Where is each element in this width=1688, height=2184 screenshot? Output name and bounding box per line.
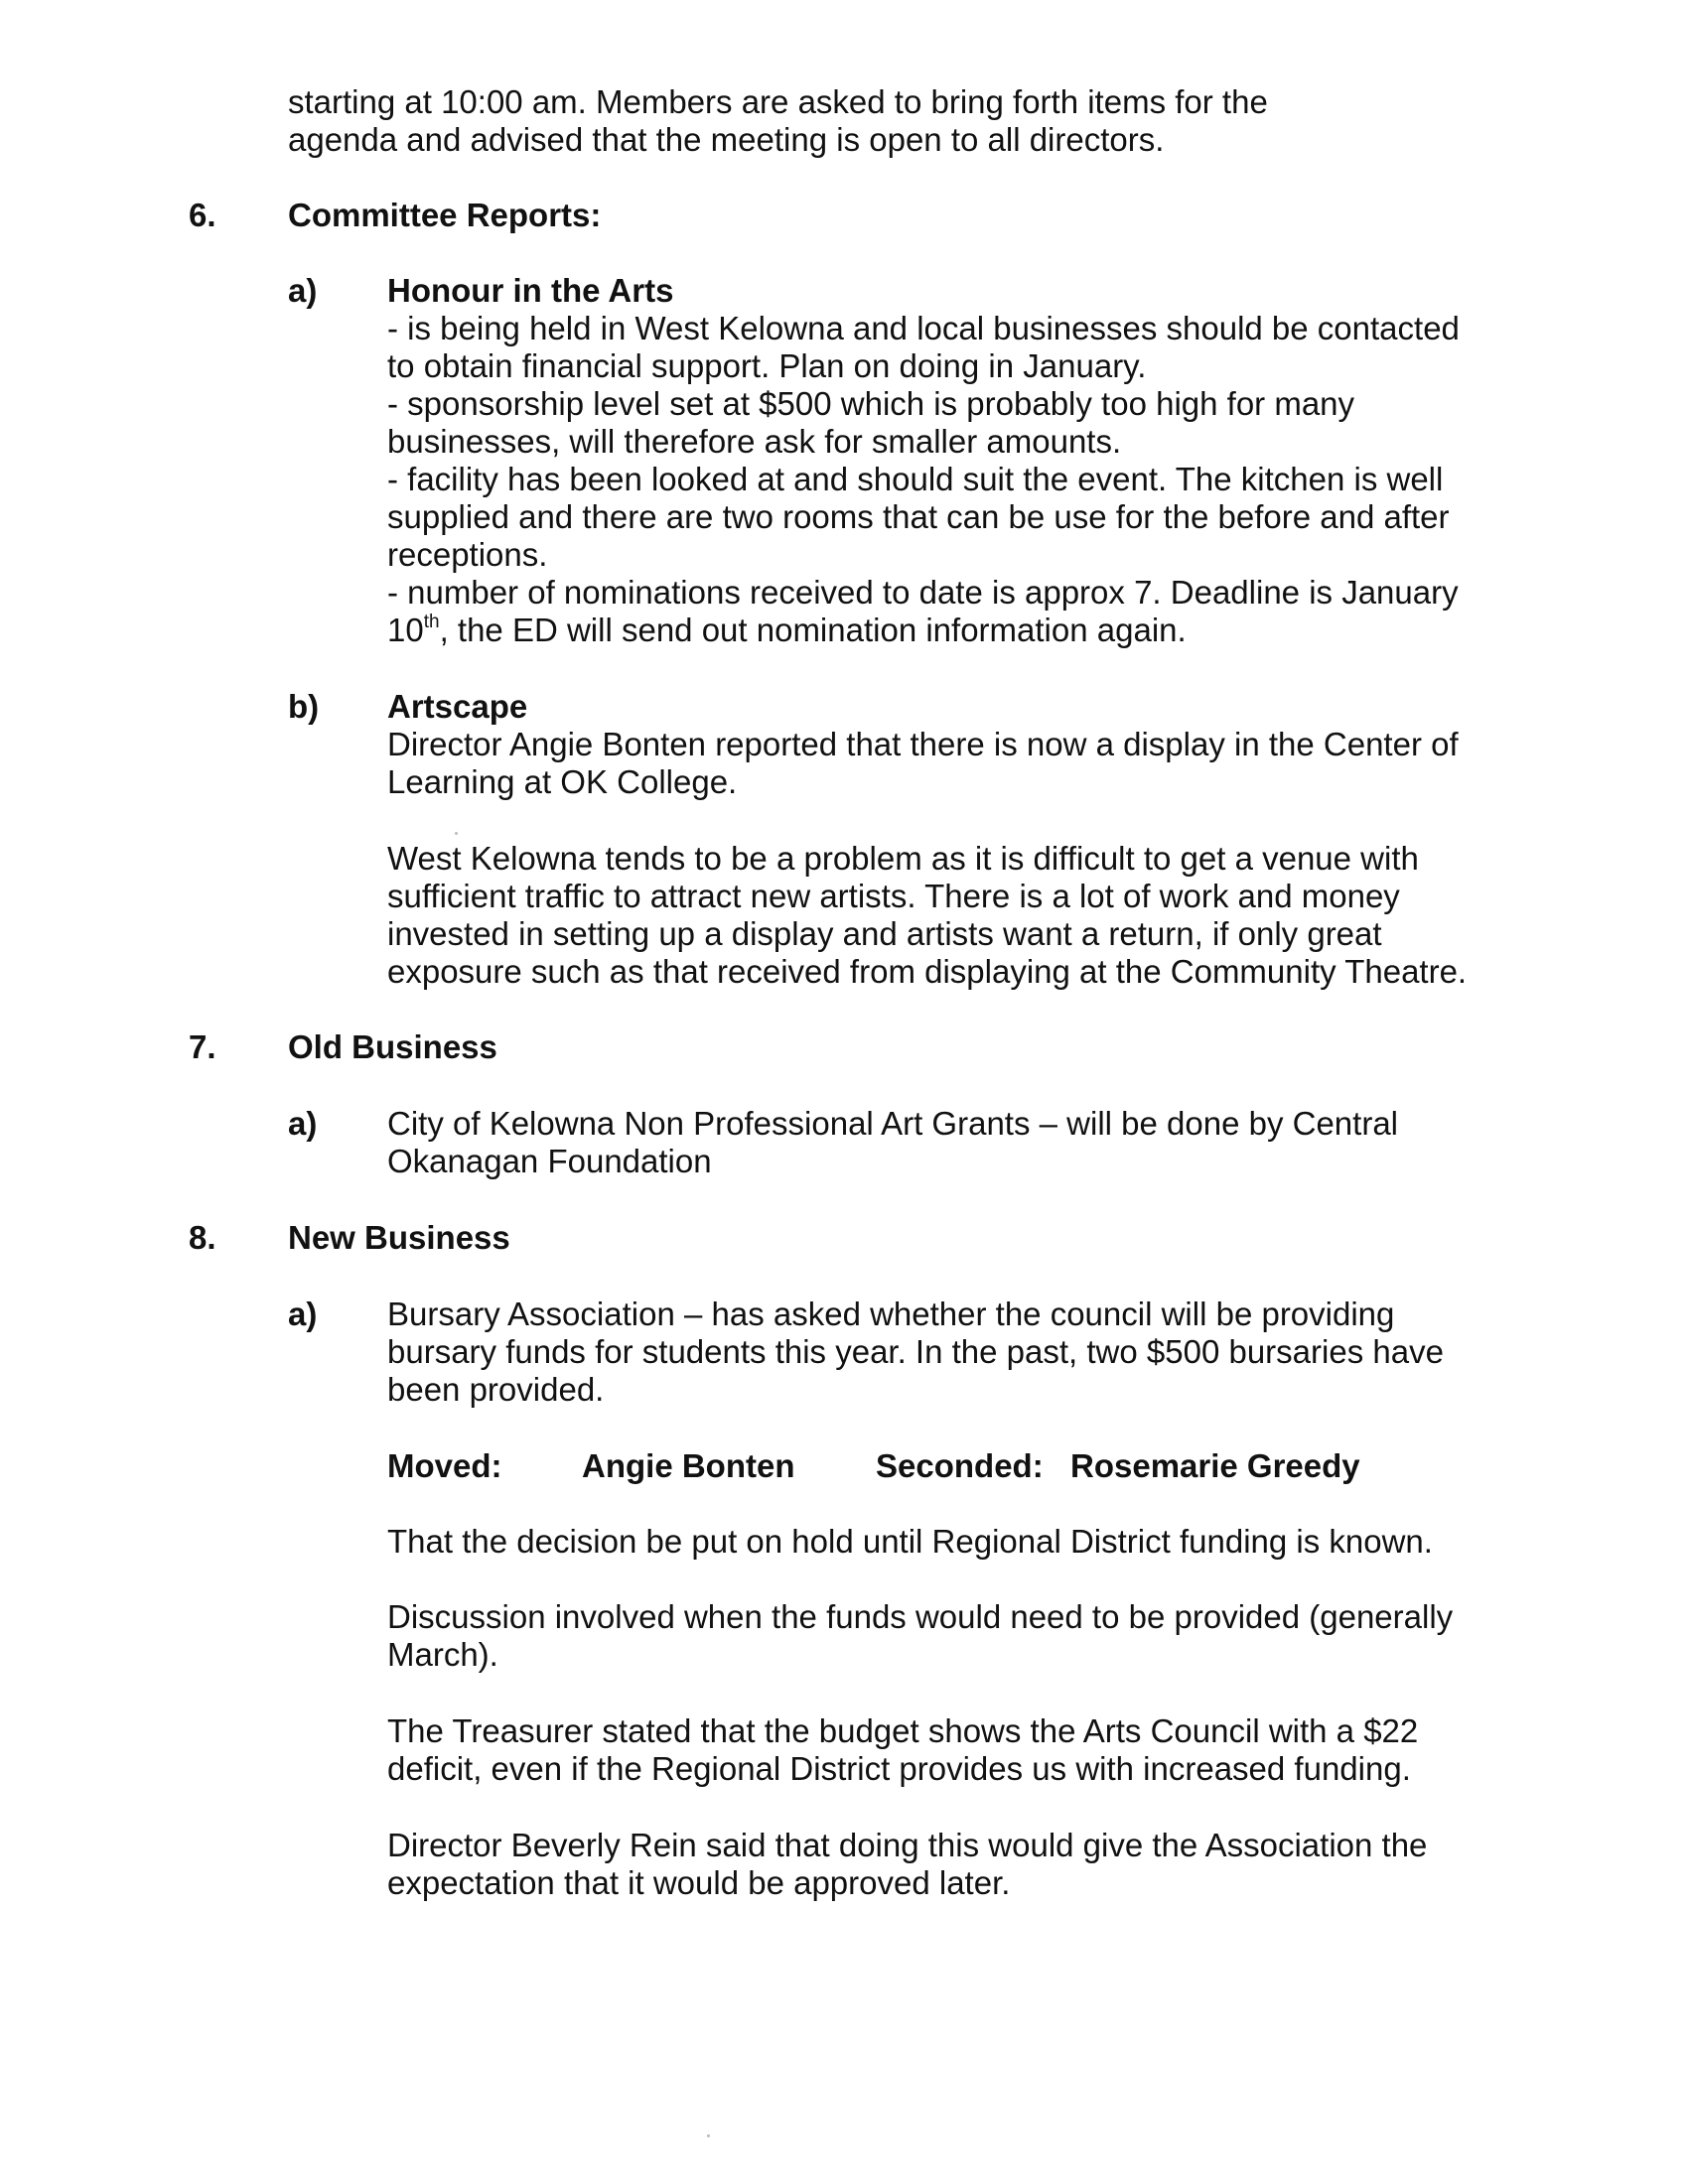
item-6a-line-2: to obtain financial support. Plan on doing in January. — [387, 347, 1147, 384]
item-6b-para2-line-1: West Kelowna tends to be a problem as it is difficult to get a venue with — [387, 840, 1419, 877]
item-6a-line-4: businesses, will therefore ask for smaller amounts. — [387, 423, 1122, 460]
item-6a-line-5: - facility has been looked at and should suit the event. The kitchen is well — [387, 461, 1444, 497]
moved-label: Moved: — [387, 1447, 502, 1484]
section-6-title: Committee Reports: — [288, 197, 602, 233]
item-6a-line-6: supplied and there are two rooms that can be use for the before and after — [387, 498, 1450, 535]
item-6a-line-9 — [387, 612, 1187, 649]
discussion-line-1: Discussion involved when the funds would need to be provided (generally — [387, 1598, 1454, 1635]
item-6a-line-8: - number of nominations received to date is approx 7. Deadline is January — [387, 574, 1459, 611]
item-6b-para2-line-2: sufficient traffic to attract new artists. There is a lot of work and money — [387, 878, 1400, 914]
section-6-number: 6. — [189, 197, 216, 233]
scan-speck — [707, 2134, 710, 2137]
item-6b-para2-line-3: invested in setting up a display and artists want a return, if only great — [387, 915, 1382, 952]
item-6b-para2-line-4: exposure such as that received from displaying at the Community Theatre. — [387, 953, 1468, 990]
discussion-line-2: March). — [387, 1636, 498, 1673]
item-7a-letter: a) — [288, 1105, 318, 1142]
intro-line-2: agenda and advised that the meeting is open to all directors. — [288, 121, 1165, 158]
item-8a-line-3: been provided. — [387, 1371, 605, 1408]
section-8-title: New Business — [288, 1219, 510, 1256]
item-6a-line-1: - is being held in West Kelowna and local businesses should be contacted — [387, 310, 1460, 346]
moved-name: Angie Bonten — [582, 1447, 795, 1484]
treasurer-line-2: deficit, even if the Regional District provides us with increased funding. — [387, 1750, 1411, 1787]
director-line-2: expectation that it would be approved later. — [387, 1864, 1011, 1901]
item-6b-para1-line-2: Learning at OK College. — [387, 763, 738, 800]
item-8a-letter: a) — [288, 1296, 318, 1332]
item-7a-line-2: Okanagan Foundation — [387, 1143, 712, 1179]
item-7a-line-1: City of Kelowna Non Professional Art Grants – will be done by Central — [387, 1105, 1399, 1142]
intro-line-1: starting at 10:00 am. Members are asked to bring forth items for the — [288, 83, 1268, 120]
item-6b-letter: b) — [288, 688, 320, 725]
item-6a-line-3: - sponsorship level set at $500 which is probably too high for many — [387, 385, 1355, 422]
item-6a-letter: a) — [288, 272, 318, 309]
item-8a-line-1: Bursary Association – has asked whether the council will be providing — [387, 1296, 1395, 1332]
deadline-day: 10 — [387, 612, 424, 648]
resolution-text: That the decision be put on hold until Regional District funding is known. — [387, 1523, 1433, 1560]
item-6a-line-7: receptions. — [387, 536, 548, 573]
seconded-label: Seconded: — [876, 1447, 1044, 1484]
item-6b-title: Artscape — [387, 688, 528, 725]
deadline-rest: , the ED will send out nomination information again. — [439, 612, 1187, 648]
treasurer-line-1: The Treasurer stated that the budget shows the Arts Council with a $22 — [387, 1712, 1419, 1749]
deadline-ordinal: th — [423, 612, 440, 632]
scan-speck — [455, 832, 458, 835]
item-6a-title: Honour in the Arts — [387, 272, 674, 309]
section-7-title: Old Business — [288, 1028, 497, 1065]
item-8a-line-2: bursary funds for students this year. In the past, two $500 bursaries have — [387, 1333, 1444, 1370]
seconded-name: Rosemarie Greedy — [1070, 1447, 1360, 1484]
director-line-1: Director Beverly Rein said that doing this would give the Association the — [387, 1827, 1428, 1863]
item-6b-para1-line-1: Director Angie Bonten reported that there is now a display in the Center of — [387, 726, 1459, 762]
section-7-number: 7. — [189, 1028, 216, 1065]
section-8-number: 8. — [189, 1219, 216, 1256]
